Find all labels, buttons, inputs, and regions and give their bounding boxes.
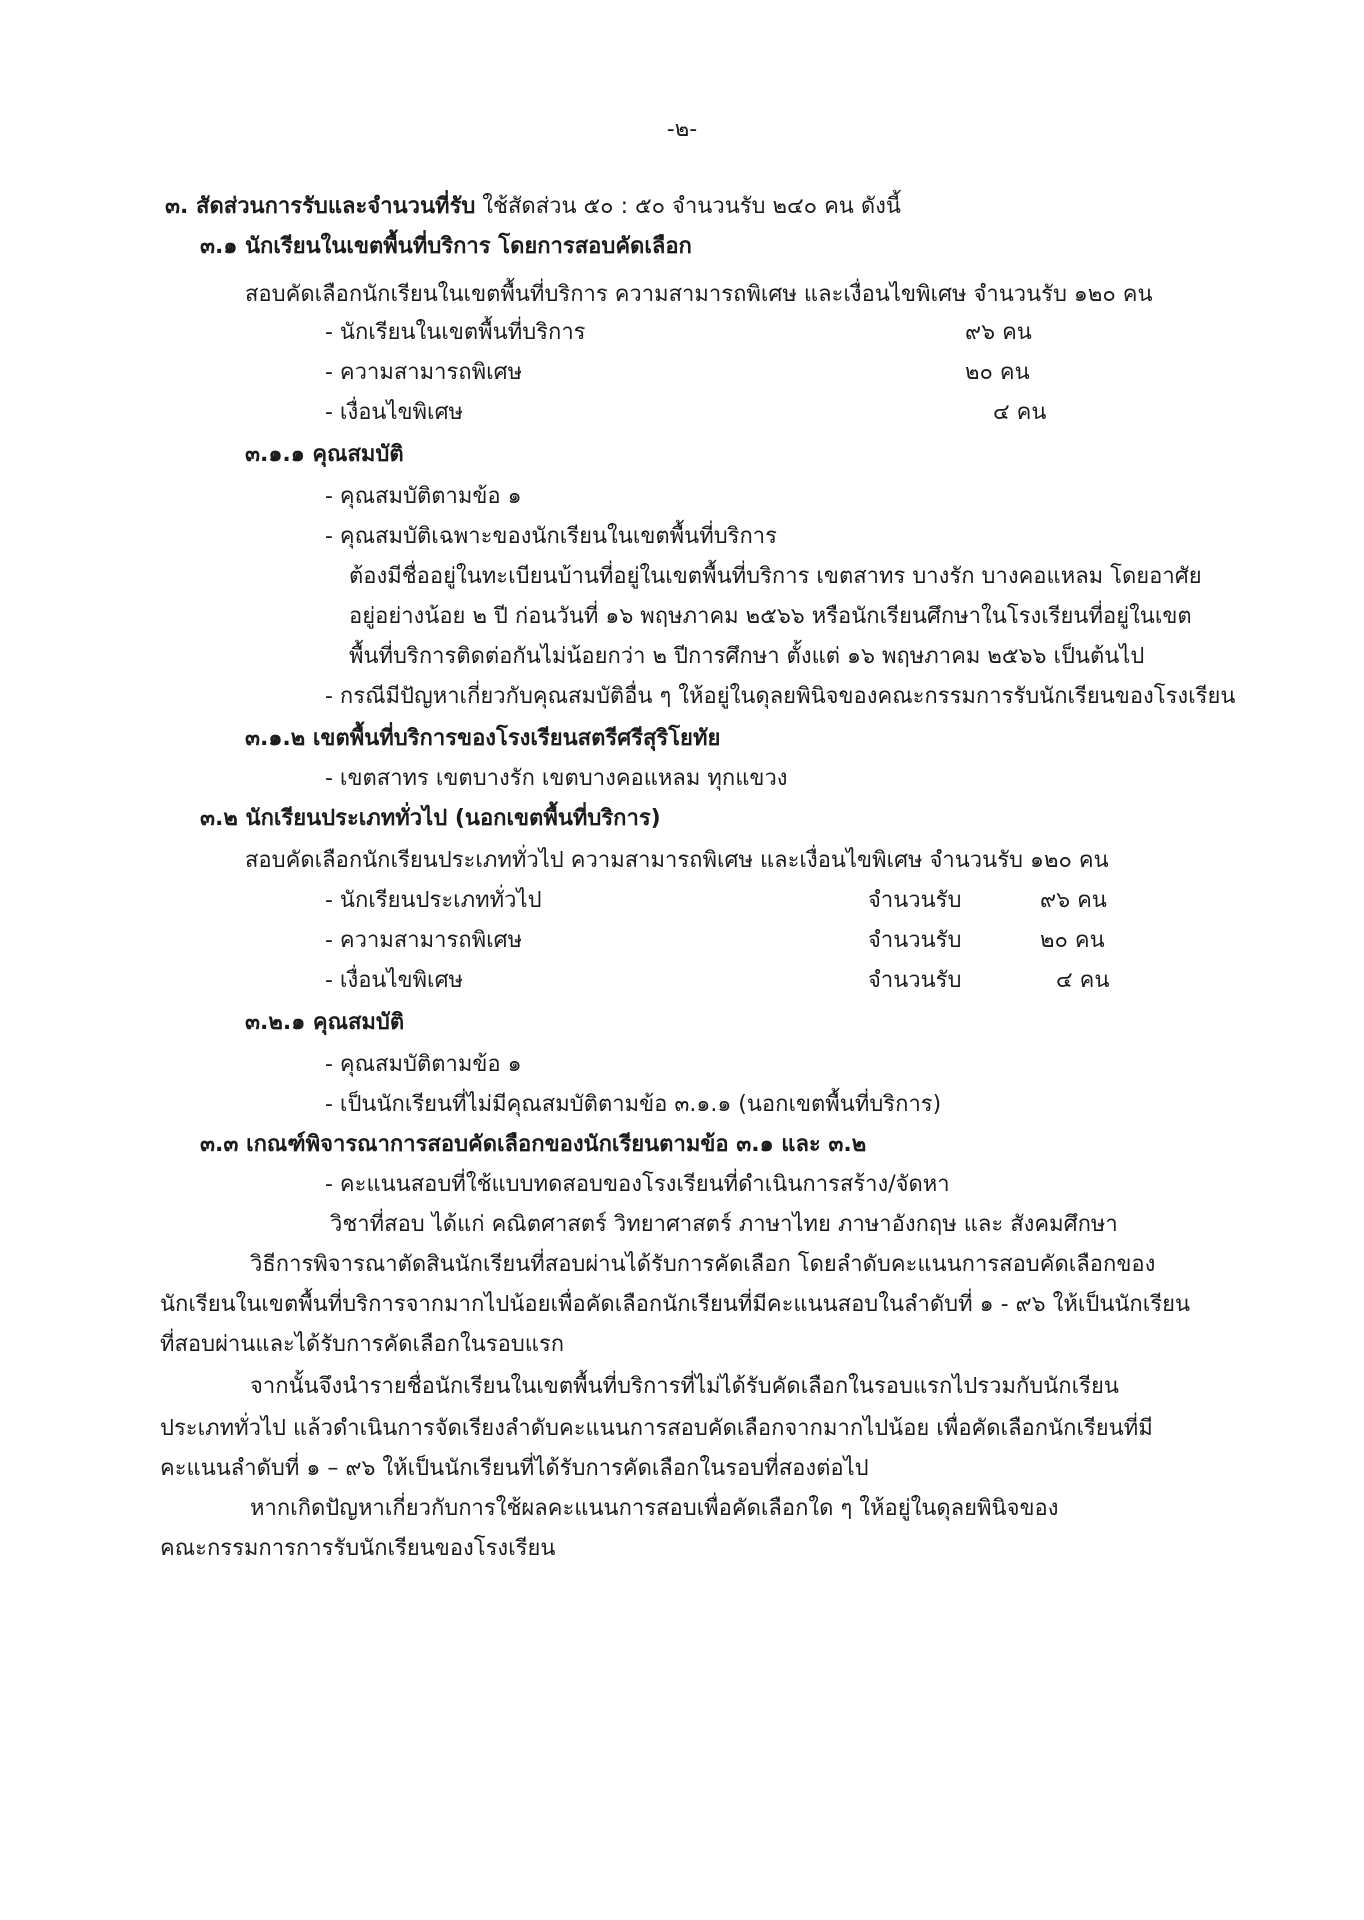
quantity-label: จำนวนรับ [868,888,962,913]
quantity-label: จำนวนรับ [868,928,962,953]
section-3-heading [165,187,901,227]
paragraph-line: อยู่อย่างน้อย ๒ ปี ก่อนวันที่ ๑๖ พฤษภาคม ๒๕๖๖ หรือนักเรียนศึกษาในโรงเรียนที่อยู่ในเขต [349,604,1192,629]
section-3-1-heading: ๓.๑ นักเรียนในเขตพื้นที่บริการ โดยการสอบคัดเลือก [200,234,692,259]
paragraph-line: วิธีการพิจารณาตัดสินนักเรียนที่สอบผ่านได้รับการคัดเลือก โดยลำดับคะแนนการสอบคัดเลือกของ [250,1252,1156,1277]
section-3-heading-rest: ใช้สัดส่วน ๕๐ : ๕๐ จำนวนรับ ๒๔๐ คน ดังนี้ [475,194,901,219]
section-3-3-heading: ๓.๓ เกณฑ์พิจารณาการสอบคัดเลือกของนักเรียนตามข้อ ๓.๑ และ ๓.๒ [200,1132,867,1157]
list-item: - เงื่อนไขพิเศษ [325,400,464,425]
list-item: - กรณีมีปัญหาเกี่ยวกับคุณสมบัติอื่น ๆ ให้อยู่ในดุลยพินิจของคณะกรรมการรับนักเรียนของโรงเรียน [325,684,1236,709]
list-item: วิชาที่สอบ ได้แก่ คณิตศาสตร์ วิทยาศาสตร์ ภาษาไทย ภาษาอังกฤษ และ สังคมศึกษา [330,1212,1118,1237]
paragraph-line: จากนั้นจึงนำรายชื่อนักเรียนในเขตพื้นที่บริการที่ไม่ได้รับคัดเลือกในรอบแรกไปรวมกับนักเรียน [250,1374,1119,1399]
paragraph-line: พื้นที่บริการติดต่อกันไม่น้อยกว่า ๒ ปีการศึกษา ตั้งแต่ ๑๖ พฤษภาคม ๒๕๖๖ เป็นต้นไป [349,644,1145,669]
quantity-value: ๒๐ คน [1040,928,1105,953]
list-item: - คุณสมบัติตามข้อ ๑ [325,484,522,509]
list-item: - เงื่อนไขพิเศษ [325,968,464,993]
paragraph-line: หากเกิดปัญหาเกี่ยวกับการใช้ผลคะแนนการสอบเพื่อคัดเลือกใด ๆ ให้อยู่ในดุลยพินิจของ [250,1496,1059,1521]
list-item: - ความสามารถพิเศษ [325,360,523,385]
quantity-label: จำนวนรับ [868,968,962,993]
section-3-2-heading: ๓.๒ นักเรียนประเภททั่วไป (นอกเขตพื้นที่บริการ) [200,806,661,831]
section-3-2-1-heading: ๓.๒.๑ คุณสมบัติ [245,1010,405,1035]
list-item: - คุณสมบัติเฉพาะของนักเรียนในเขตพื้นที่บริการ [325,524,777,549]
paragraph-line: ต้องมีชื่ออยู่ในทะเบียนบ้านที่อยู่ในเขตพื้นที่บริการ เขตสาทร บางรัก บางคอแหลม โดยอาศัย [349,564,1202,589]
paragraph-line: คณะกรรมการการรับนักเรียนของโรงเรียน [160,1536,556,1561]
paragraph-line: ประเภททั่วไป แล้วดำเนินการจัดเรียงลำดับคะแนนการสอบคัดเลือกจากมากไปน้อย เพื่อคัดเลือกนักเรียนที่มี [160,1416,1153,1441]
section-3-1-1-heading: ๓.๑.๑ คุณสมบัติ [245,442,404,467]
section-3-1-2-heading: ๓.๑.๒ เขตพื้นที่บริการของโรงเรียนสตรีศรีสุริโยทัย [245,726,721,751]
quantity-value: ๙๖ คน [1040,888,1107,913]
paragraph-line: นักเรียนในเขตพื้นที่บริการจากมากไปน้อยเพื่อคัดเลือกนักเรียนที่มีคะแนนสอบในลำดับที่ ๑ - ๙๖ ให้เป็นนักเรียน [160,1292,1190,1317]
list-item: - คุณสมบัติตามข้อ ๑ [325,1052,522,1077]
quantity-value: ๔ คน [993,400,1047,425]
quantity-value: ๙๖ คน [965,320,1032,345]
list-item: - นักเรียนในเขตพื้นที่บริการ [325,320,586,345]
paragraph-line: คะแนนลำดับที่ ๑ – ๙๖ ให้เป็นนักเรียนที่ได้รับการคัดเลือกในรอบที่สองต่อไป [160,1456,869,1481]
page-number: -๒- [666,117,698,142]
list-item: - นักเรียนประเภททั่วไป [325,888,542,913]
list-item: - เขตสาทร เขตบางรัก เขตบางคอแหลม ทุกแขวง [325,766,788,791]
section-3-1-intro: สอบคัดเลือกนักเรียนในเขตพื้นที่บริการ ความสามารถพิเศษ และเงื่อนไขพิเศษ จำนวนรับ ๑๒๐ คน [245,282,1153,307]
list-item: - คะแนนสอบที่ใช้แบบทดสอบของโรงเรียนที่ดำเนินการสร้าง/จัดหา [325,1172,950,1197]
list-item: - เป็นนักเรียนที่ไม่มีคุณสมบัติตามข้อ ๓.๑.๑ (นอกเขตพื้นที่บริการ) [325,1092,942,1117]
quantity-value: ๔ คน [1056,968,1110,993]
paragraph-line: ที่สอบผ่านและได้รับการคัดเลือกในรอบแรก [160,1332,565,1357]
list-item: - ความสามารถพิเศษ [325,928,523,953]
section-3-2-intro: สอบคัดเลือกนักเรียนประเภททั่วไป ความสามารถพิเศษ และเงื่อนไขพิเศษ จำนวนรับ ๑๒๐ คน [245,848,1109,873]
section-3-heading-bold: ๓. สัดส่วนการรับและจำนวนที่รับ [165,194,476,219]
quantity-value: ๒๐ คน [965,360,1030,385]
